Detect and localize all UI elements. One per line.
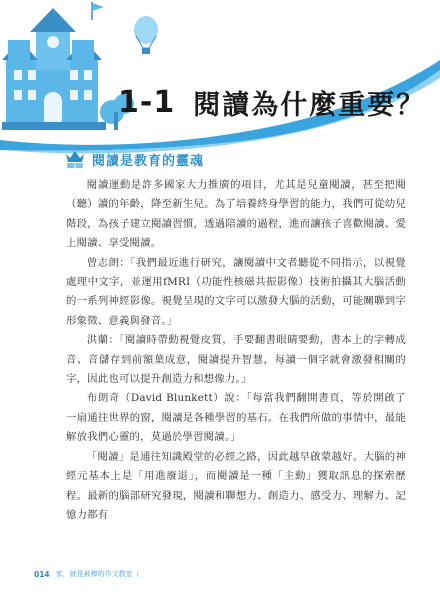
paragraph: 洪蘭：「閱讀時帶動視覺皮質，手要翻書眼睛要動，書本上的字轉成音、音儲存到前額葉成意，閱讀提升智慧，每讀一個字就會激發相關的字，因此也可以提升創造力和想像力。」 (66, 334, 406, 386)
page-number: 014 (34, 569, 50, 579)
paragraph: 閱讀運動是許多國家大力推廣的項目，尤其是兒童閱讀，甚至把閱（聽）讀的年齡，降至新生兒。為了培養終身學習的能力，我們可從幼兒階段，為孩子建立閱讀習慣，透過陪讀的過程，進而讓孩子喜歡閱讀、愛上閱讀、享受閱讀。 (66, 179, 406, 250)
paragraph: 曾志朗：「我們最近進行研究，讓閱讀中文者聽從不同指示，以視覺處理中文字，並運用fMRI（功能性核磁共振影像）技術拍攝其大腦活動的一系列神經影像。視覺呈現的文字可以激發大腦的活動，可能關聯到字形象徵、意義與發音。」 (66, 256, 406, 327)
castle-icon (2, 8, 106, 130)
paragraph: 「閱讀」是通往知識殿堂的必經之路，因此越早啟蒙越好。大腦的神經元基本上是「用進廢退」，而閱讀是一種「主動」獲取訊息的探索歷程。最新的腦部研究發現，閱讀和聯想力、創造力、感受力、理解力、記憶力都有 (66, 450, 406, 521)
flag-icon (92, 2, 104, 20)
book-title-footer: 家，就是最棒的作文教室（ (55, 570, 140, 578)
hot-air-balloon-icon (134, 16, 158, 54)
section-heading (64, 148, 204, 170)
chapter-title: 閱讀為什麼重要？ (193, 89, 426, 121)
page-footer (34, 567, 140, 581)
chapter-number: 1-1 (118, 84, 176, 120)
paragraph: 布朗奇（David Blunkett）說：「每當我們翻開書頁，等於開啟了一扇通往世界的窗，閱讀是各種學習的基石。在我們所做的事情中，最能解放我們心靈的，莫過於學習閱讀。」 (66, 392, 406, 444)
section-title: 閱讀是教育的靈魂 (92, 153, 205, 169)
chapter-heading (118, 80, 425, 124)
article-body (66, 176, 406, 525)
crown-book-icon (64, 148, 86, 170)
